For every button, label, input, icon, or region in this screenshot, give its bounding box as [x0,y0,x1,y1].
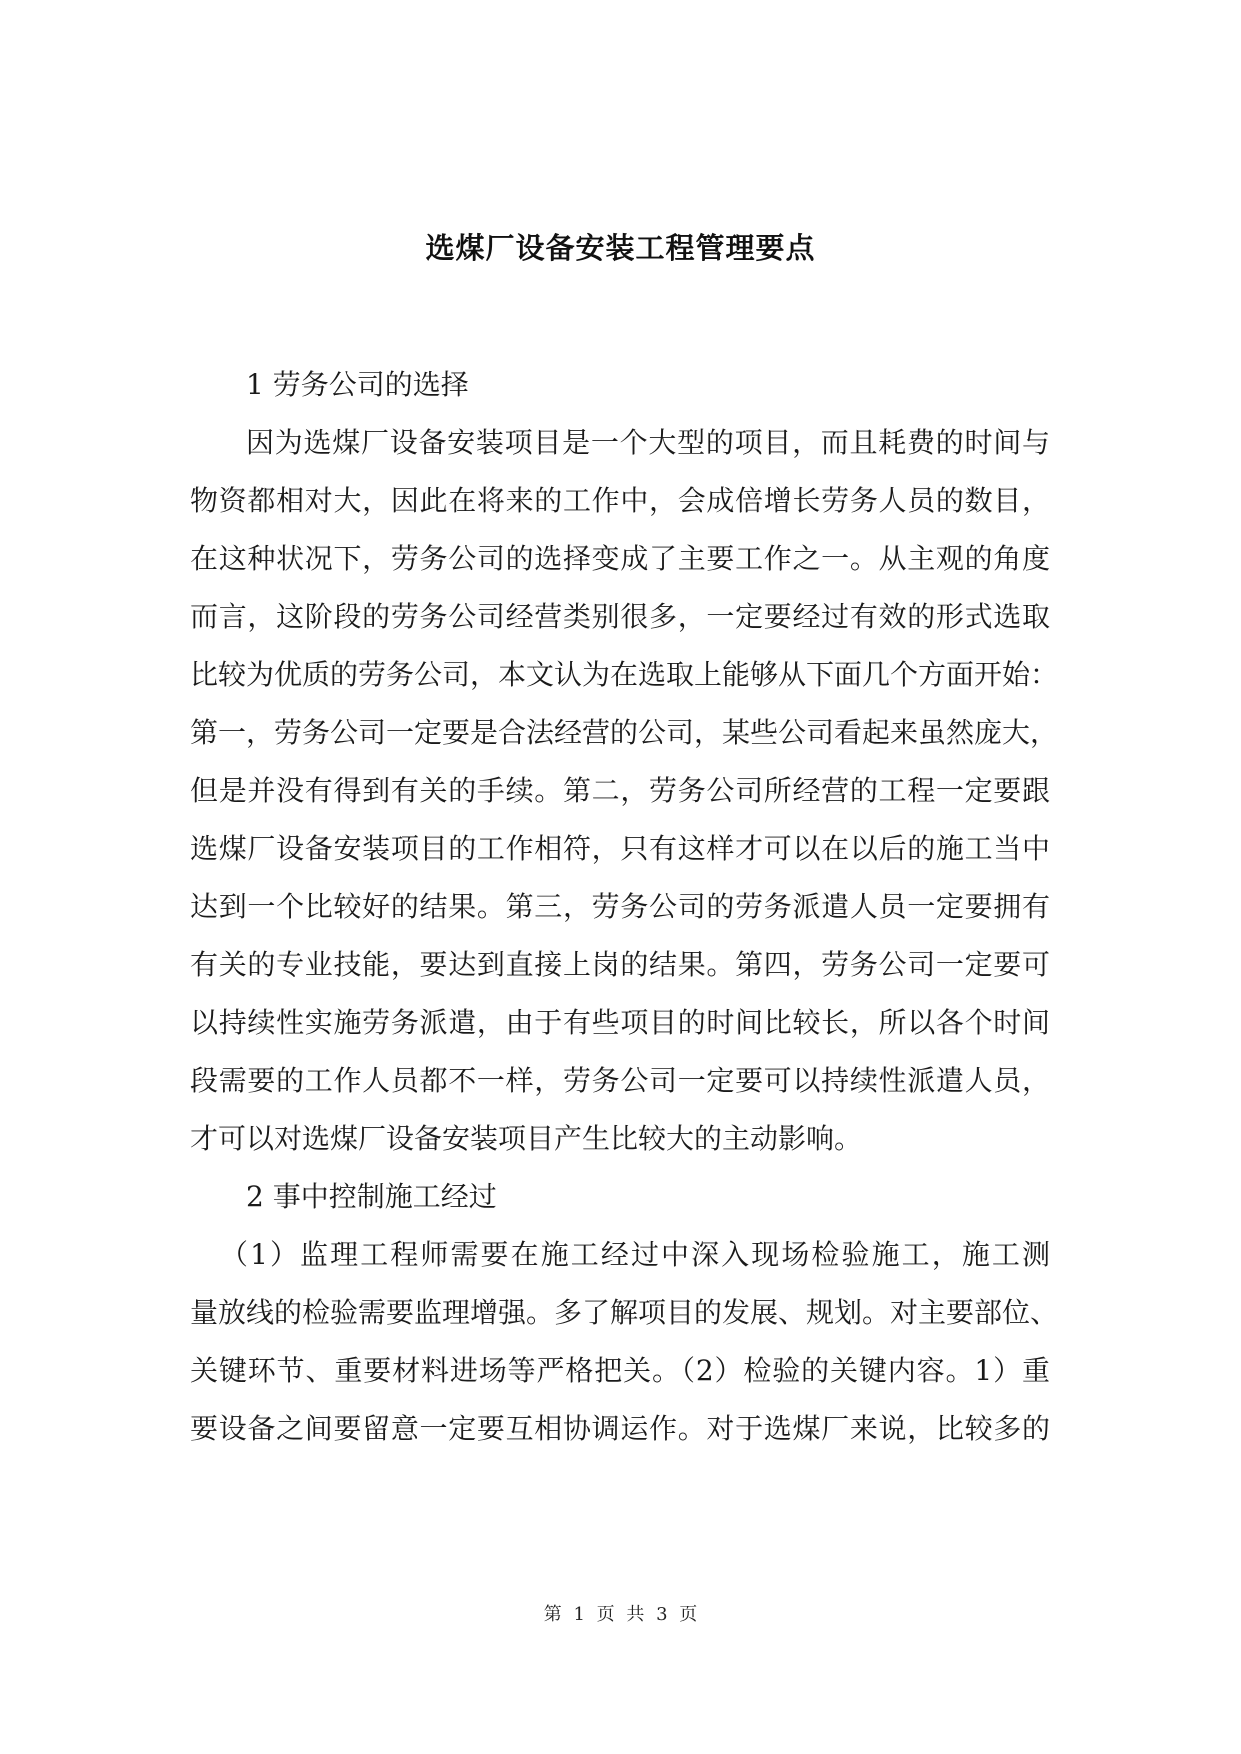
paragraph-line: 选煤厂设备安装项目的工作相符，只有这样才可以在以后的施工当中 [190,832,1050,865]
paragraph-line: 因为选煤厂设备安装项目是一个大型的项目，而且耗费的时间与 [246,426,1050,459]
paragraph-line: 以持续性实施劳务派遣，由于有些项目的时间比较长，所以各个时间 [190,1006,1050,1039]
document-body [190,356,1059,1458]
paragraph-line: 而言，这阶段的劳务公司经营类别很多，一定要经过有效的形式选取 [190,600,1050,633]
paragraph-line: 第一，劳务公司一定要是合法经营的公司，某些公司看起来虽然庞大， [190,716,1059,749]
paragraph-line: 有关的专业技能，要达到直接上岗的结果。第四，劳务公司一定要可 [190,948,1050,981]
paragraph-line: 物资都相对大，因此在将来的工作中，会成倍增长劳务人员的数目， [190,484,1050,517]
paragraph-line: 在这种状况下，劳务公司的选择变成了主要工作之一。从主观的角度 [190,542,1050,575]
paragraph-line: 段需要的工作人员都不一样，劳务公司一定要可以持续性派遣人员， [190,1064,1050,1097]
paragraph-line: 达到一个比较好的结果。第三，劳务公司的劳务派遣人员一定要拥有 [190,890,1050,923]
paragraph-line: 量放线的检验需要监理增强。多了解项目的发展、规划。对主要部位、 [190,1296,1059,1329]
section-heading-2: 2 事中控制施工经过 [246,1180,497,1213]
page-number-footer: 第 1 页 共 3 页 [543,1604,698,1625]
paragraph-line: 关键环节、重要材料进场等严格把关。（2）检验的关键内容。1）重 [190,1354,1050,1387]
paragraph-line: 但是并没有得到有关的手续。第二，劳务公司所经营的工程一定要跟 [190,774,1050,807]
paragraph-line: 要设备之间要留意一定要互相协调运作。对于选煤厂来说，比较多的 [190,1412,1050,1445]
paragraph-line: 才可以对选煤厂设备安装项目产生比较大的主动影响。 [190,1122,863,1155]
paragraph-line: （1）监理工程师需要在施工经过中深入现场检验施工，施工测 [220,1238,1050,1271]
paragraph-line: 比较为优质的劳务公司，本文认为在选取上能够从下面几个方面开始： [190,658,1059,691]
document-title: 选煤厂设备安装工程管理要点 [425,231,816,265]
section-heading-1: 1 劳务公司的选择 [246,368,469,401]
